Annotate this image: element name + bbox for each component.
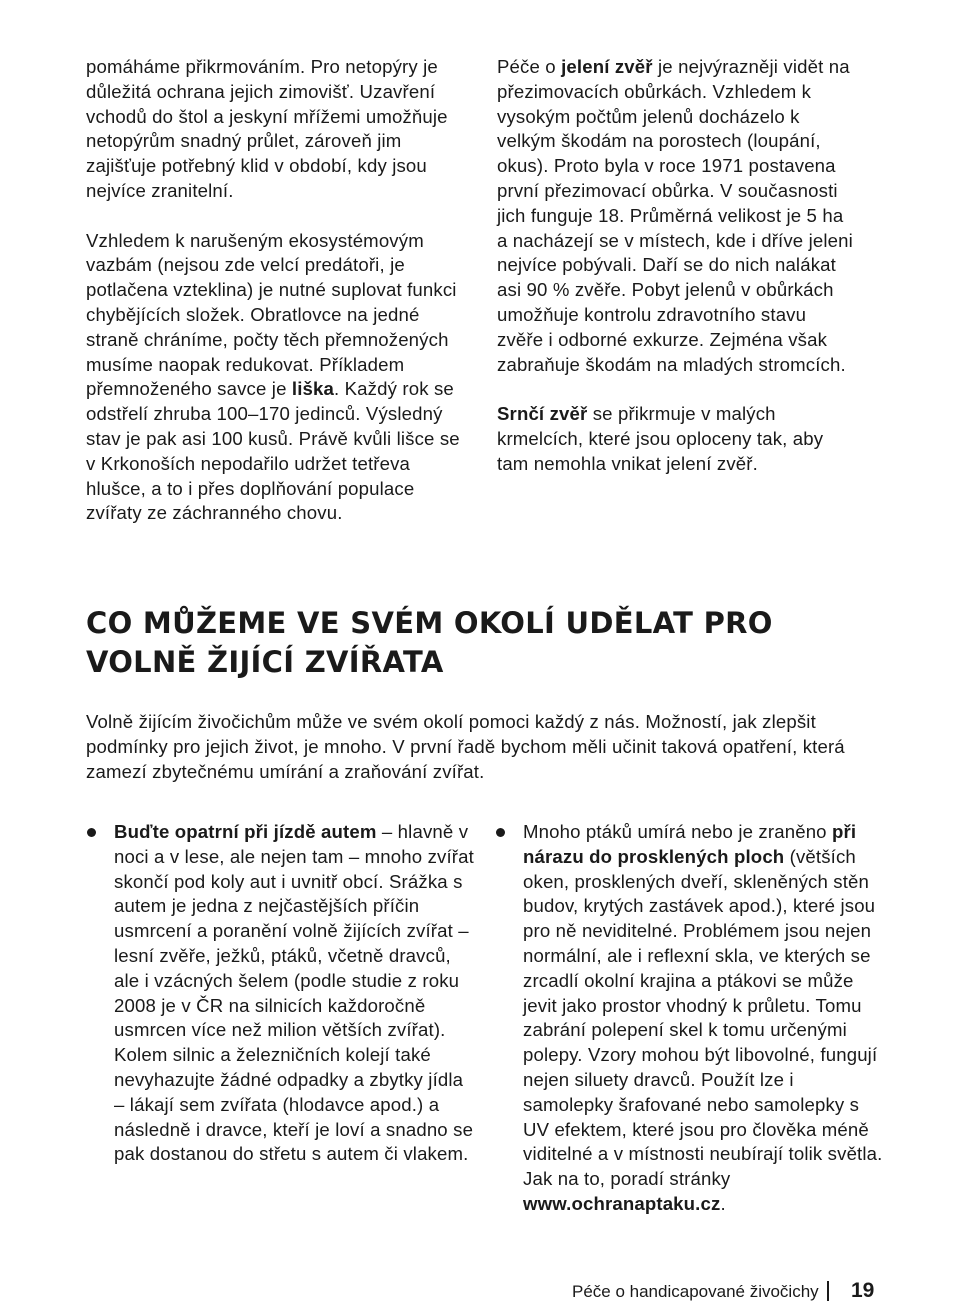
bullet-item-glass	[523, 820, 883, 1217]
paragraph-text: se přikrmuje v malých krmelcích, které jsou oploceny tak, aby tam nemohla vnikat jelení zvěř.	[497, 403, 824, 474]
paragraph	[497, 402, 857, 476]
page-number: 19	[851, 1279, 875, 1302]
paragraph	[497, 55, 857, 377]
website-link[interactable]: www.ochranaptaku.cz	[523, 1192, 721, 1214]
paragraph-text: . Každý rok se odstřelí zhruba 100–170 jedinců. Výsledný stav je pak asi 100 kusů. Právě kvůli lišce se v Krkonoších nepodařilo udržet tetřeva hlušce, a to i přes doplňování populace zvířaty ze záchranného chovu.	[86, 378, 460, 524]
right-column	[497, 55, 857, 477]
bold-term: Srnčí zvěř	[497, 403, 588, 425]
bullet-dot	[496, 828, 505, 837]
bullet-text: – hlavně v noci a v lese, ale nejen tam – mnoho zvířat skončí pod koly aut i uvnitř obcí. Srážka s autem je jedna z nejčastějších příčin usmrcení a poranění volně žijících zvířat – lesní zvěře, ježků, ptáků, včetně dravců, ale i vzácných šelem (podle studie z roku 2008 je v ČR na silnicích každoročně usmrcen více než milion větších zvířat). Kolem silnic a železničních kolejí také nevyhazujte žádné odpadky a zbytky jídla – lákají sem zvířata (hlodavce apod.) a následně i dravce, kteří je loví a snadno se pak dostanou do střetu s autem či vlakem.	[114, 821, 474, 1165]
bullet-text: Mnoho ptáků umírá nebo je zraněno	[523, 821, 832, 842]
page-footer	[572, 1278, 892, 1306]
section-heading: CO MŮŽEME VE SVÉM OKOLÍ UDĚLAT PRO VOLNĚ ŽIJÍCÍ ZVÍŘATA	[86, 606, 773, 679]
intro-paragraph: Volně žijícím živočichům může ve svém okolí pomoci každý z nás. Možností, jak zlepšit podmínky pro jejich život, je mnoho. V první řadě bychom měli učinit taková opatření, která zamezí zbytečnému umírání a zraňování zvířat.	[86, 711, 845, 782]
footer-divider	[827, 1281, 829, 1301]
bullet-title: Buďte opatrní při jízdě autem	[114, 821, 377, 842]
footer-title: Péče o handicapované živočichy	[572, 1282, 819, 1301]
paragraph-text: je nejvýrazněji vidět na přezimovacích obůrkách. Vzhledem k vysokým počtům jelenů docházelo k velkým škodám na porostech (loupání, okus). Proto byla v roce 1971 postavena první přezimovací obůrka. V současnosti jich funguje 18. Průměrná velikost je 5 ha a nacházejí se v místech, kde i dříve jeleni nejvíce pobývali. Daří se do nich nalákat asi 90 % zvěře. Pobyt jelenů v obůrkách umožňuje kontrolu zdravotního stavu zvěře i odborné exkurze. Zejména však zabraňuje škodám na mladých stromcích.	[497, 56, 853, 375]
paragraph: pomáháme přikrmováním. Pro netopýry je důležitá ochrana jejich zimovišť. Uzavření vchodů do štol a jeskyní mřížemi umožňuje netopýrům snadný průlet, zároveň jim zajišťuje potřebný klid v období, kdy jsou nejvíce zranitelní.	[86, 56, 448, 201]
bullet-title: při nárazu do prosklených ploch	[523, 821, 857, 867]
bullet-text: (větších oken, prosklených dveří, skleněných stěn budov, krytých zastávek apod.), které jsou pro ně neviditelné. Problémem jsou nejen normální, ale i reflexní skla, ve kterých se zrcadlí okolní krajina a ptákovi se může jevit jako prostor vhodný k průletu. Tomu zabrání polepení skel k tomu určenými polepy. Vzory mohou být libovolné, fungují nejen siluety dravců. Použít lze i samolepky šrafované nebo samolepky s UV efektem, které jsou pro člověka méně viditelné a v místnosti neubírají tolik světla. Jak na to, poradí stránky	[523, 845, 883, 1190]
left-column	[86, 55, 466, 526]
bold-term: jelení zvěř	[561, 56, 653, 77]
bullet-dot	[87, 828, 96, 837]
bullet-item-car	[114, 820, 474, 1167]
paragraph	[86, 229, 466, 527]
bold-term: liška	[291, 378, 334, 400]
paragraph-text: Vzhledem k narušeným ekosystémovým vazbám (nejsou zde velcí predátoři, je potlačena vzteklina) je nutné suplovat funkci chybějících složek. Obratlovce na jedné straně chráníme, počty těch přemnožených musíme naopak redukovat. Příkladem přemnoženého savce je	[86, 229, 457, 400]
paragraph-text: Péče o	[497, 56, 562, 77]
bullet-text: .	[720, 1192, 726, 1214]
